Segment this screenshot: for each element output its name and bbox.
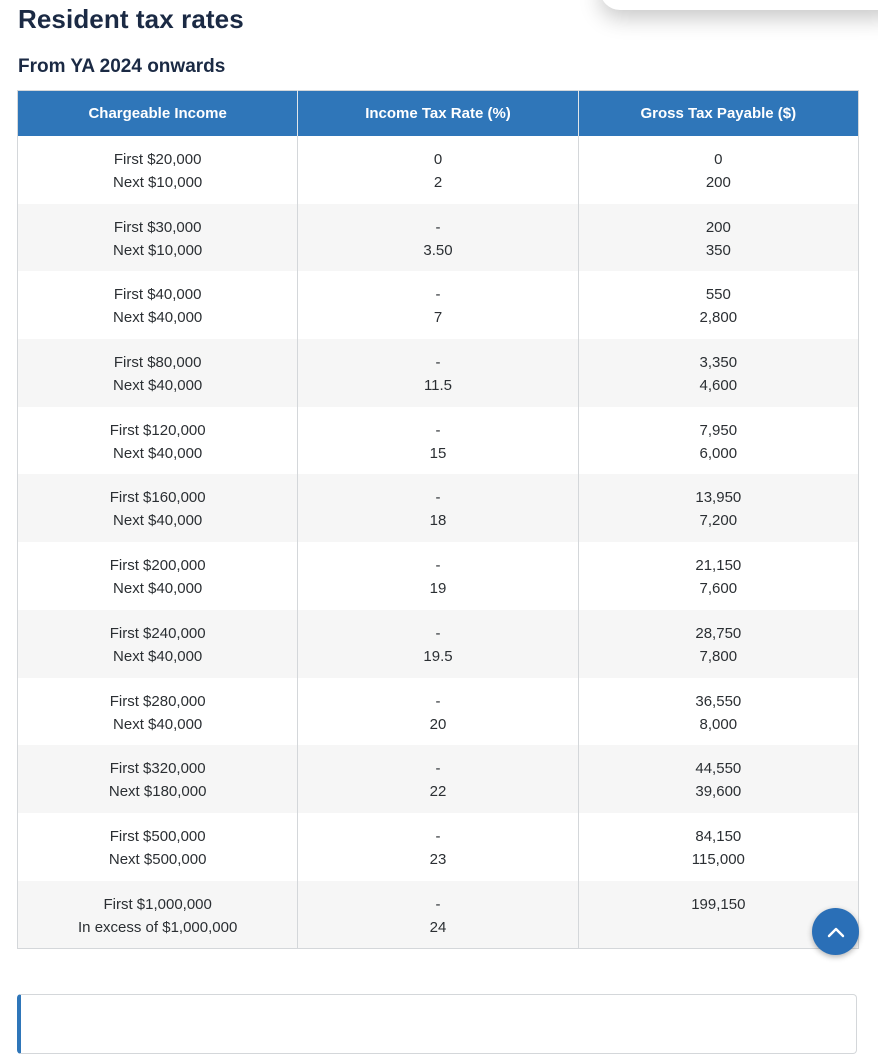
cell-chargeable-income-line: First $320,000 [109,760,206,778]
cell-gross-tax-payable-line: 3,350 [699,354,738,372]
scroll-to-top-button[interactable] [812,908,859,955]
cell-income-tax-rate-line: - [435,692,441,710]
cell-income-tax-rate-line: 22 [429,783,447,801]
cell-chargeable-income-line: First $20,000 [113,151,202,168]
cell-chargeable-income-line: Next $40,000 [113,580,203,598]
cell-gross-tax-payable-line: 28,750 [695,624,742,642]
column-header-income-tax-rate: Income Tax Rate (%) [298,91,578,137]
chevron-up-icon [827,926,845,938]
cell-gross-tax-payable-line: 44,550 [695,760,742,778]
cell-income-tax-rate-line: 23 [429,850,447,868]
cell-gross-tax-payable-line: 550 [705,286,731,304]
cell-gross-tax-payable [578,542,858,610]
column-header-gross-tax-payable: Gross Tax Payable ($) [578,91,858,137]
table-row [18,745,859,813]
cell-chargeable-income-line: Next $40,000 [113,309,203,327]
cell-gross-tax-payable-line: 2,800 [699,309,738,327]
cell-chargeable-income-line: Next $10,000 [113,174,203,191]
cell-gross-tax-payable-line: 36,550 [695,692,742,710]
cell-chargeable-income [18,813,298,881]
cell-gross-tax-payable-line: 7,800 [699,647,738,665]
cell-gross-tax-payable-line: 7,200 [699,512,738,530]
tax-rates-table [17,90,859,949]
cell-chargeable-income-line: First $160,000 [109,489,206,507]
cell-income-tax-rate [298,271,578,339]
cell-chargeable-income [18,474,298,542]
table-row [18,136,859,204]
cell-chargeable-income [18,407,298,475]
table-row [18,339,859,407]
cell-income-tax-rate [298,542,578,610]
cell-income-tax-rate-line: - [435,760,441,778]
cell-gross-tax-payable-line: 115,000 [691,850,745,868]
cell-income-tax-rate-line: - [435,489,441,507]
cell-gross-tax-payable-line: 8,000 [699,715,738,733]
cell-gross-tax-payable [578,813,858,881]
column-header-chargeable-income: Chargeable Income [18,91,298,137]
cell-gross-tax-payable-line: 350 [705,241,731,259]
cell-chargeable-income [18,204,298,272]
cell-gross-tax-payable [578,678,858,746]
table-row [18,204,859,272]
cell-income-tax-rate-line: 7 [433,309,443,327]
cell-chargeable-income-line: First $500,000 [109,827,206,845]
cell-chargeable-income-line: First $280,000 [109,692,206,710]
cell-gross-tax-payable [578,610,858,678]
table-row [18,407,859,475]
cell-chargeable-income-line: Next $40,000 [113,444,203,462]
top-decorative-shadow [600,0,878,10]
cell-chargeable-income-line: First $1,000,000 [103,895,212,913]
cell-gross-tax-payable-line: 39,600 [695,783,742,801]
table-row [18,678,859,746]
table-row [18,542,859,610]
cell-income-tax-rate-line: - [435,218,441,236]
cell-gross-tax-payable-line: 200 [705,218,731,236]
cell-gross-tax-payable [578,339,858,407]
cell-gross-tax-payable-line: 21,150 [695,557,742,575]
cell-gross-tax-payable [578,474,858,542]
cell-income-tax-rate-line: 2 [433,174,443,191]
cell-income-tax-rate [298,204,578,272]
cell-chargeable-income-line: Next $40,000 [113,715,203,733]
cell-income-tax-rate [298,881,578,949]
table-row [18,881,859,949]
table-header-row [18,91,859,137]
cell-gross-tax-payable [578,204,858,272]
cell-income-tax-rate-line: 20 [429,715,447,733]
cell-income-tax-rate [298,474,578,542]
page-title: Resident tax rates [18,4,244,34]
table-row [18,813,859,881]
cell-chargeable-income [18,745,298,813]
cell-income-tax-rate [298,407,578,475]
cell-income-tax-rate [298,813,578,881]
cell-gross-tax-payable-line: 199,150 [691,895,746,913]
table-row [18,610,859,678]
cell-chargeable-income-line: Next $10,000 [113,241,203,259]
cell-chargeable-income-line: First $40,000 [113,286,202,304]
cell-income-tax-rate-line: - [435,286,441,304]
cell-income-tax-rate-line: 3.50 [423,241,453,259]
cell-gross-tax-payable-line: 200 [705,174,731,191]
cell-gross-tax-payable-line: 6,000 [699,444,738,462]
cell-income-tax-rate-line: 24 [429,918,447,936]
cell-income-tax-rate [298,136,578,204]
cell-chargeable-income-line: First $240,000 [109,624,206,642]
cell-income-tax-rate-line: 15 [429,444,447,462]
cell-chargeable-income [18,610,298,678]
cell-income-tax-rate [298,745,578,813]
cell-chargeable-income-line: Next $180,000 [108,783,207,801]
cell-gross-tax-payable-line: 4,600 [699,377,738,395]
cell-gross-tax-payable-line: 0 [714,151,723,168]
cell-gross-tax-payable [578,136,858,204]
cell-income-tax-rate [298,678,578,746]
cell-income-tax-rate [298,339,578,407]
cell-gross-tax-payable-line: 13,950 [695,489,742,507]
table-body [18,136,859,949]
cell-chargeable-income [18,136,298,204]
cell-gross-tax-payable-line: 7,950 [699,421,738,439]
cell-gross-tax-payable [578,407,858,475]
cell-chargeable-income-line: First $200,000 [109,557,206,575]
cell-gross-tax-payable-line: 84,150 [695,827,742,845]
cell-income-tax-rate-line: - [435,354,441,372]
cell-chargeable-income-line: First $80,000 [113,354,202,372]
cell-chargeable-income-line: Next $40,000 [113,377,203,395]
cell-chargeable-income [18,542,298,610]
cell-chargeable-income [18,678,298,746]
cell-income-tax-rate-line: 18 [429,512,447,530]
cell-gross-tax-payable [578,745,858,813]
cell-chargeable-income-line: Next $40,000 [113,647,203,665]
cell-gross-tax-payable [578,271,858,339]
cell-income-tax-rate-line: - [435,421,441,439]
cell-chargeable-income [18,339,298,407]
cell-income-tax-rate-line: - [435,624,441,642]
cell-chargeable-income-line: First $30,000 [113,218,202,236]
cell-income-tax-rate-line: 19.5 [423,647,453,665]
cell-income-tax-rate-line: - [435,895,441,913]
cell-gross-tax-payable-line: 7,600 [699,580,738,598]
cell-income-tax-rate-line: - [435,557,441,575]
cell-income-tax-rate-line: 19 [429,580,447,598]
cell-chargeable-income [18,271,298,339]
table-row [18,271,859,339]
next-info-card [17,994,857,1054]
cell-chargeable-income-line: First $120,000 [109,421,206,439]
cell-chargeable-income [18,881,298,949]
cell-income-tax-rate-line: 11.5 [423,377,453,395]
cell-income-tax-rate-line: - [435,827,441,845]
table-row [18,474,859,542]
section-subtitle: From YA 2024 onwards [18,56,226,77]
cell-income-tax-rate [298,610,578,678]
cell-income-tax-rate-line: 0 [433,151,443,168]
cell-chargeable-income-line: In excess of $1,000,000 [78,918,238,936]
cell-chargeable-income-line: Next $500,000 [108,850,207,868]
cell-chargeable-income-line: Next $40,000 [113,512,203,530]
